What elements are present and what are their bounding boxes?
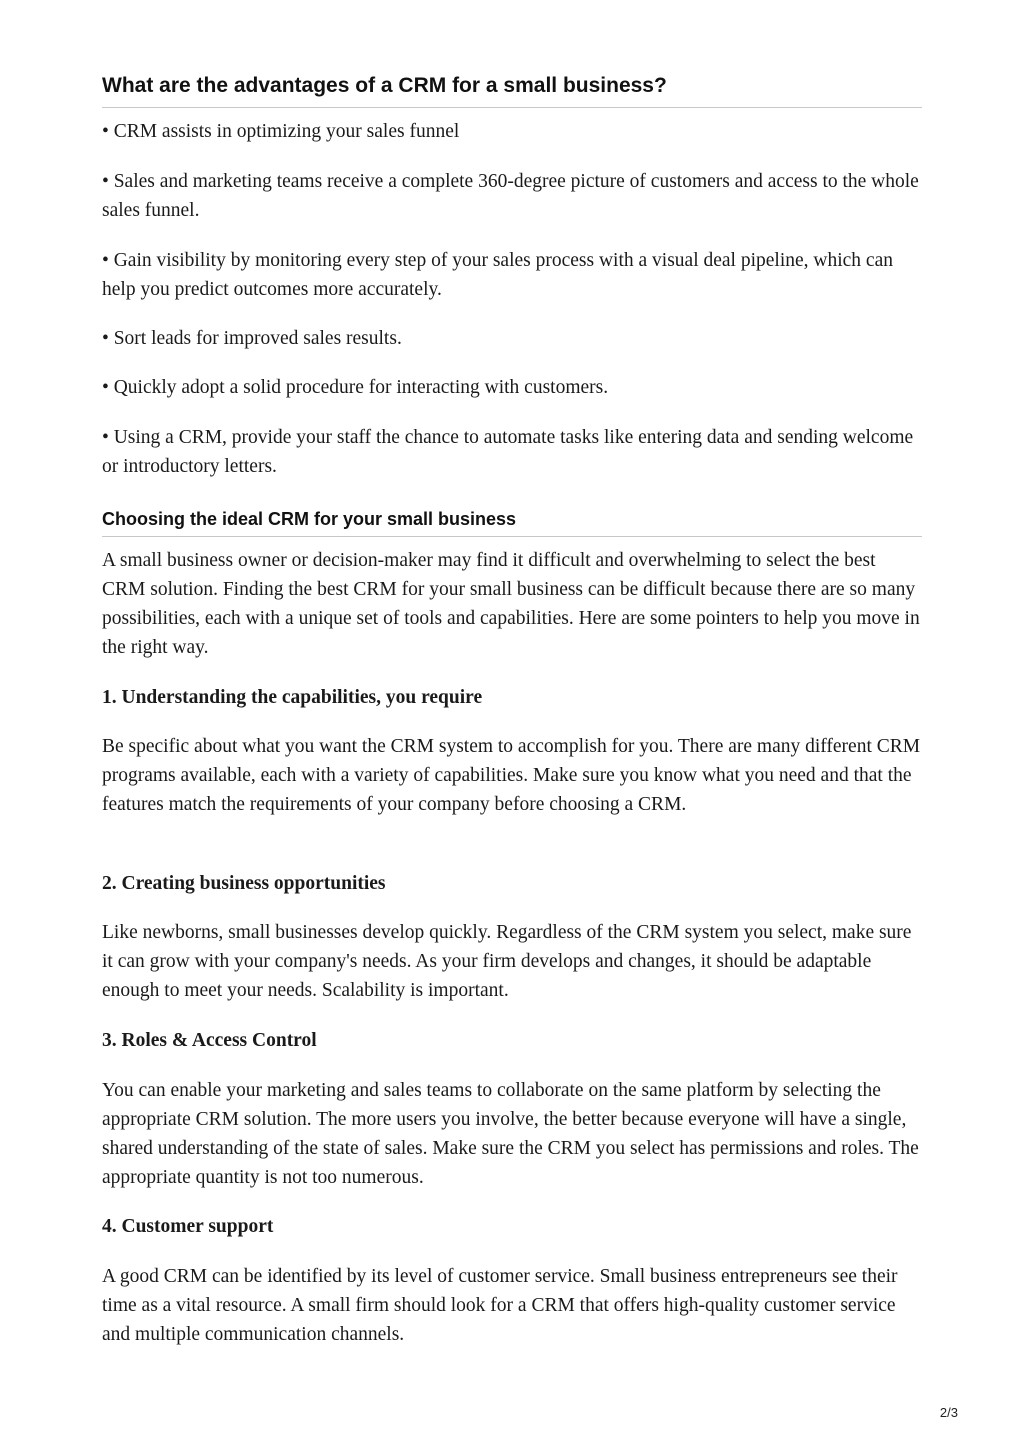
point-heading: 1. Understanding the capabilities, you require	[102, 687, 483, 708]
point-body: Be specific about what you want the CRM system to accomplish for you. There are many different CRM programs available, each with a variety of capabilities. Make sure you know what you need and that the features match the requirements of your company before choosing a CRM.	[102, 736, 921, 815]
point-heading: 3. Roles & Access Control	[102, 1030, 317, 1051]
bullet-item: • Quickly adopt a solid procedure for interacting with customers.	[102, 377, 609, 398]
point-heading: 4. Customer support	[102, 1216, 274, 1237]
point-body: Like newborns, small businesses develop quickly. Regardless of the CRM system you select, make sure it can grow with your company's needs. As your firm develops and changes, it should be adaptable enough to meet your needs. Scalability is important.	[102, 922, 912, 1001]
bullet-item: • Using a CRM, provide your staff the chance to automate tasks like entering data and sending welcome or introductory letters.	[102, 427, 914, 477]
intro-paragraph: A small business owner or decision-maker may find it difficult and overwhelming to select the best CRM solution. Finding the best CRM for your small business can be difficult because there are so many possibilities, each with a unique set of tools and capabilities. Here are some pointers to help you move in the right way.	[102, 550, 920, 658]
page-number: 2/3	[939, 1405, 958, 1420]
bullet-item: • Gain visibility by monitoring every step of your sales process with a visual deal pipeline, which can help you predict outcomes more accurately.	[102, 250, 893, 300]
section-title-choosing-crm: Choosing the ideal CRM for your small business	[102, 507, 922, 537]
point-body: You can enable your marketing and sales teams to collaborate on the same platform by selecting the appropriate CRM solution. The more users you involve, the better because everyone will have a single, shared understanding of the state of sales. Make sure the CRM you select has permissions and roles. The appropriate quantity is not too numerous.	[102, 1080, 919, 1188]
point-heading: 2. Creating business opportunities	[102, 873, 386, 894]
point-body: A good CRM can be identified by its level of customer service. Small business entrepreneurs see their time as a vital resource. A small firm should look for a CRM that offers high-quality customer service and multiple communication channels.	[102, 1266, 898, 1345]
section-title-crm-advantages: What are the advantages of a CRM for a small business?	[102, 72, 922, 108]
bullet-item: • Sort leads for improved sales results.	[102, 328, 402, 349]
bullet-item: • CRM assists in optimizing your sales funnel	[102, 121, 460, 142]
bullet-item: • Sales and marketing teams receive a complete 360-degree picture of customers and access to the whole sales funnel.	[102, 171, 919, 221]
